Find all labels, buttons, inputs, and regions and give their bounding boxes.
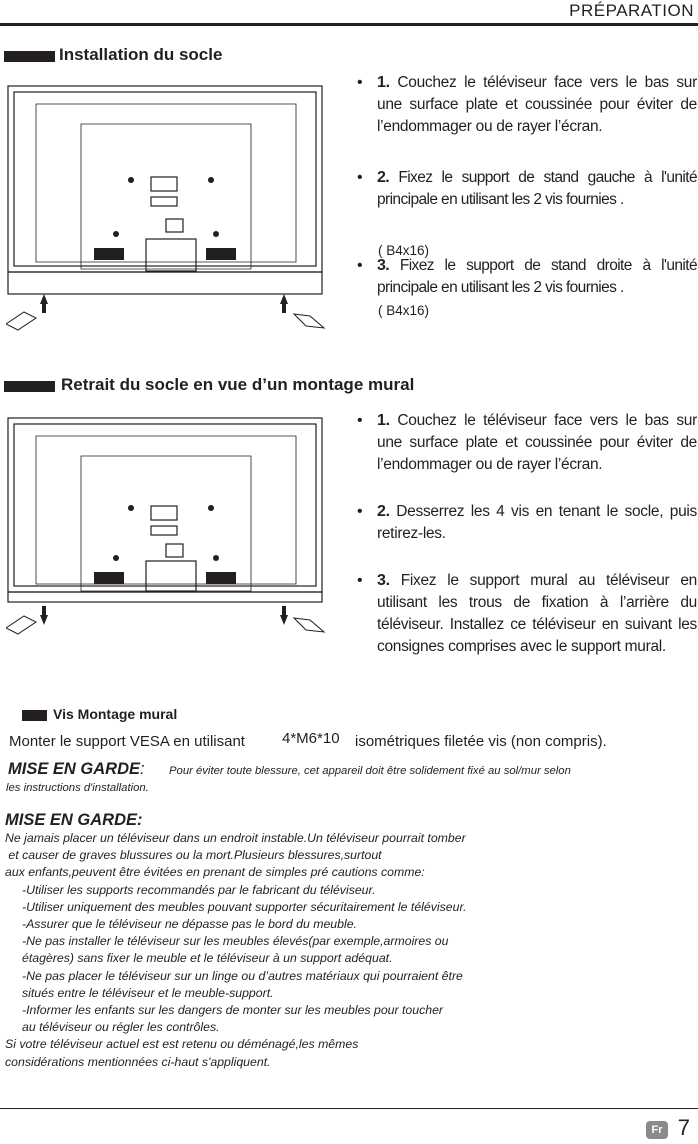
vesa-instruction-end: isométriques filetée vis (non compris). bbox=[355, 733, 607, 750]
language-badge: Fr bbox=[646, 1121, 668, 1139]
remove-step-2: • 2. Desserrez les 4 vis en tenant le socle, puis retirez-les. bbox=[357, 503, 697, 542]
caution-line: Ne jamais placer un téléviseur dans un endroit instable.Un téléviseur pourrait tomber bbox=[5, 831, 466, 845]
bullet-icon: • bbox=[357, 412, 363, 429]
section-title-screws: Vis Montage mural bbox=[53, 706, 178, 722]
install-step-1: • 1. Couchez le téléviseur face vers le bas sur une surface plate et coussinée pour éviter de l’endommager ou de rayer l’écran. bbox=[357, 74, 697, 135]
caution-title: MISE EN GARDE: bbox=[8, 760, 145, 778]
caution-line: -Informer les enfants sur les dangers de monter sur les meubles pour toucher bbox=[22, 1003, 444, 1018]
page-header-title: PRÉPARATION bbox=[569, 1, 694, 20]
tv-stand-removal-illustration bbox=[6, 416, 328, 661]
install-step-3: • 3. Fixez le support de stand droite à l'unité principale en utilisant les 2 vis fournies . bbox=[357, 257, 697, 296]
caution-line: au téléviseur ou régler les contrôles. bbox=[22, 1020, 220, 1035]
caution-line: étagères) sans fixer le meuble et le téléviseur à un support adéquat. bbox=[22, 951, 393, 966]
caution-line: situés entre le téléviseur et le meuble-support. bbox=[22, 985, 274, 1000]
section-marker bbox=[4, 381, 55, 392]
caution-line: -Ne pas installer le téléviseur sur les meubles élevés(par exemple,armoires ou bbox=[22, 934, 449, 949]
caution-text-2: les instructions d'installation. bbox=[6, 782, 149, 794]
vesa-instruction-start: Monter le support VESA en utilisant bbox=[9, 733, 245, 750]
caution-line: aux enfants,peuvent être évitées en prenant de simples pré cautions comme: bbox=[5, 865, 425, 880]
vesa-screw-size: 4*M6*10 bbox=[282, 730, 340, 747]
page-number: 7 bbox=[677, 1115, 690, 1140]
bullet-icon: • bbox=[357, 169, 363, 186]
caution-line: -Assurer que le téléviseur ne dépasse pas le bord du meuble. bbox=[22, 917, 357, 932]
footer-rule bbox=[0, 1108, 698, 1109]
caution-line: -Utiliser uniquement des meubles pouvant supporter sécuritairement le téléviseur. bbox=[22, 899, 467, 914]
section-title-installation: Installation du socle bbox=[59, 45, 223, 64]
tv-stand-install-illustration bbox=[6, 84, 328, 344]
install-step-2: • 2. Fixez le support de stand gauche à l'unité principale en utilisant les 2 vis fournies . bbox=[357, 169, 697, 208]
bullet-icon: • bbox=[357, 503, 363, 520]
caution-line: -Ne pas placer le téléviseur sur un linge ou d’autres matériaux qui pourraient être bbox=[22, 968, 463, 983]
install-step-3-screw: ( B4x16) bbox=[378, 303, 430, 318]
remove-step-3: • 3. Fixez le support mural au téléviseur en utilisant les trous de fixation à l’arrière du téléviseur. Installez ce téléviseur en suivant les consignes comprises avec le support mural. bbox=[357, 572, 697, 655]
caution-line: considérations mentionnées ci-haut s'appliquent. bbox=[5, 1054, 271, 1069]
caution-line: Si votre téléviseur actuel est est retenu ou déménagé,les mêmes bbox=[5, 1037, 359, 1052]
bullet-icon: • bbox=[357, 257, 363, 274]
bullet-icon: • bbox=[357, 74, 363, 91]
caution-2-body bbox=[5, 830, 565, 1071]
caution-2-title: MISE EN GARDE: bbox=[5, 811, 143, 829]
section-marker bbox=[22, 710, 47, 721]
section-title-wall-mount: Retrait du socle en vue d’un montage mural bbox=[61, 375, 415, 394]
caution-line: -Utiliser les supports recommandés par le fabricant du téléviseur. bbox=[22, 882, 376, 897]
header-rule bbox=[0, 23, 698, 26]
install-step-2-screw: ( B4x16) bbox=[378, 243, 430, 258]
section-marker bbox=[4, 51, 55, 62]
caution-line: et causer de graves blussures ou la mort.Plusieurs blessures,surtout bbox=[5, 848, 382, 863]
remove-step-1: • 1. Couchez le téléviseur face vers le bas sur une surface plate et coussinée pour éviter de l’endommager ou de rayer l’écran. bbox=[357, 412, 697, 473]
caution-text-1: Pour éviter toute blessure, cet appareil doit être solidement fixé au sol/mur selon bbox=[169, 765, 571, 777]
bullet-icon: • bbox=[357, 572, 363, 589]
